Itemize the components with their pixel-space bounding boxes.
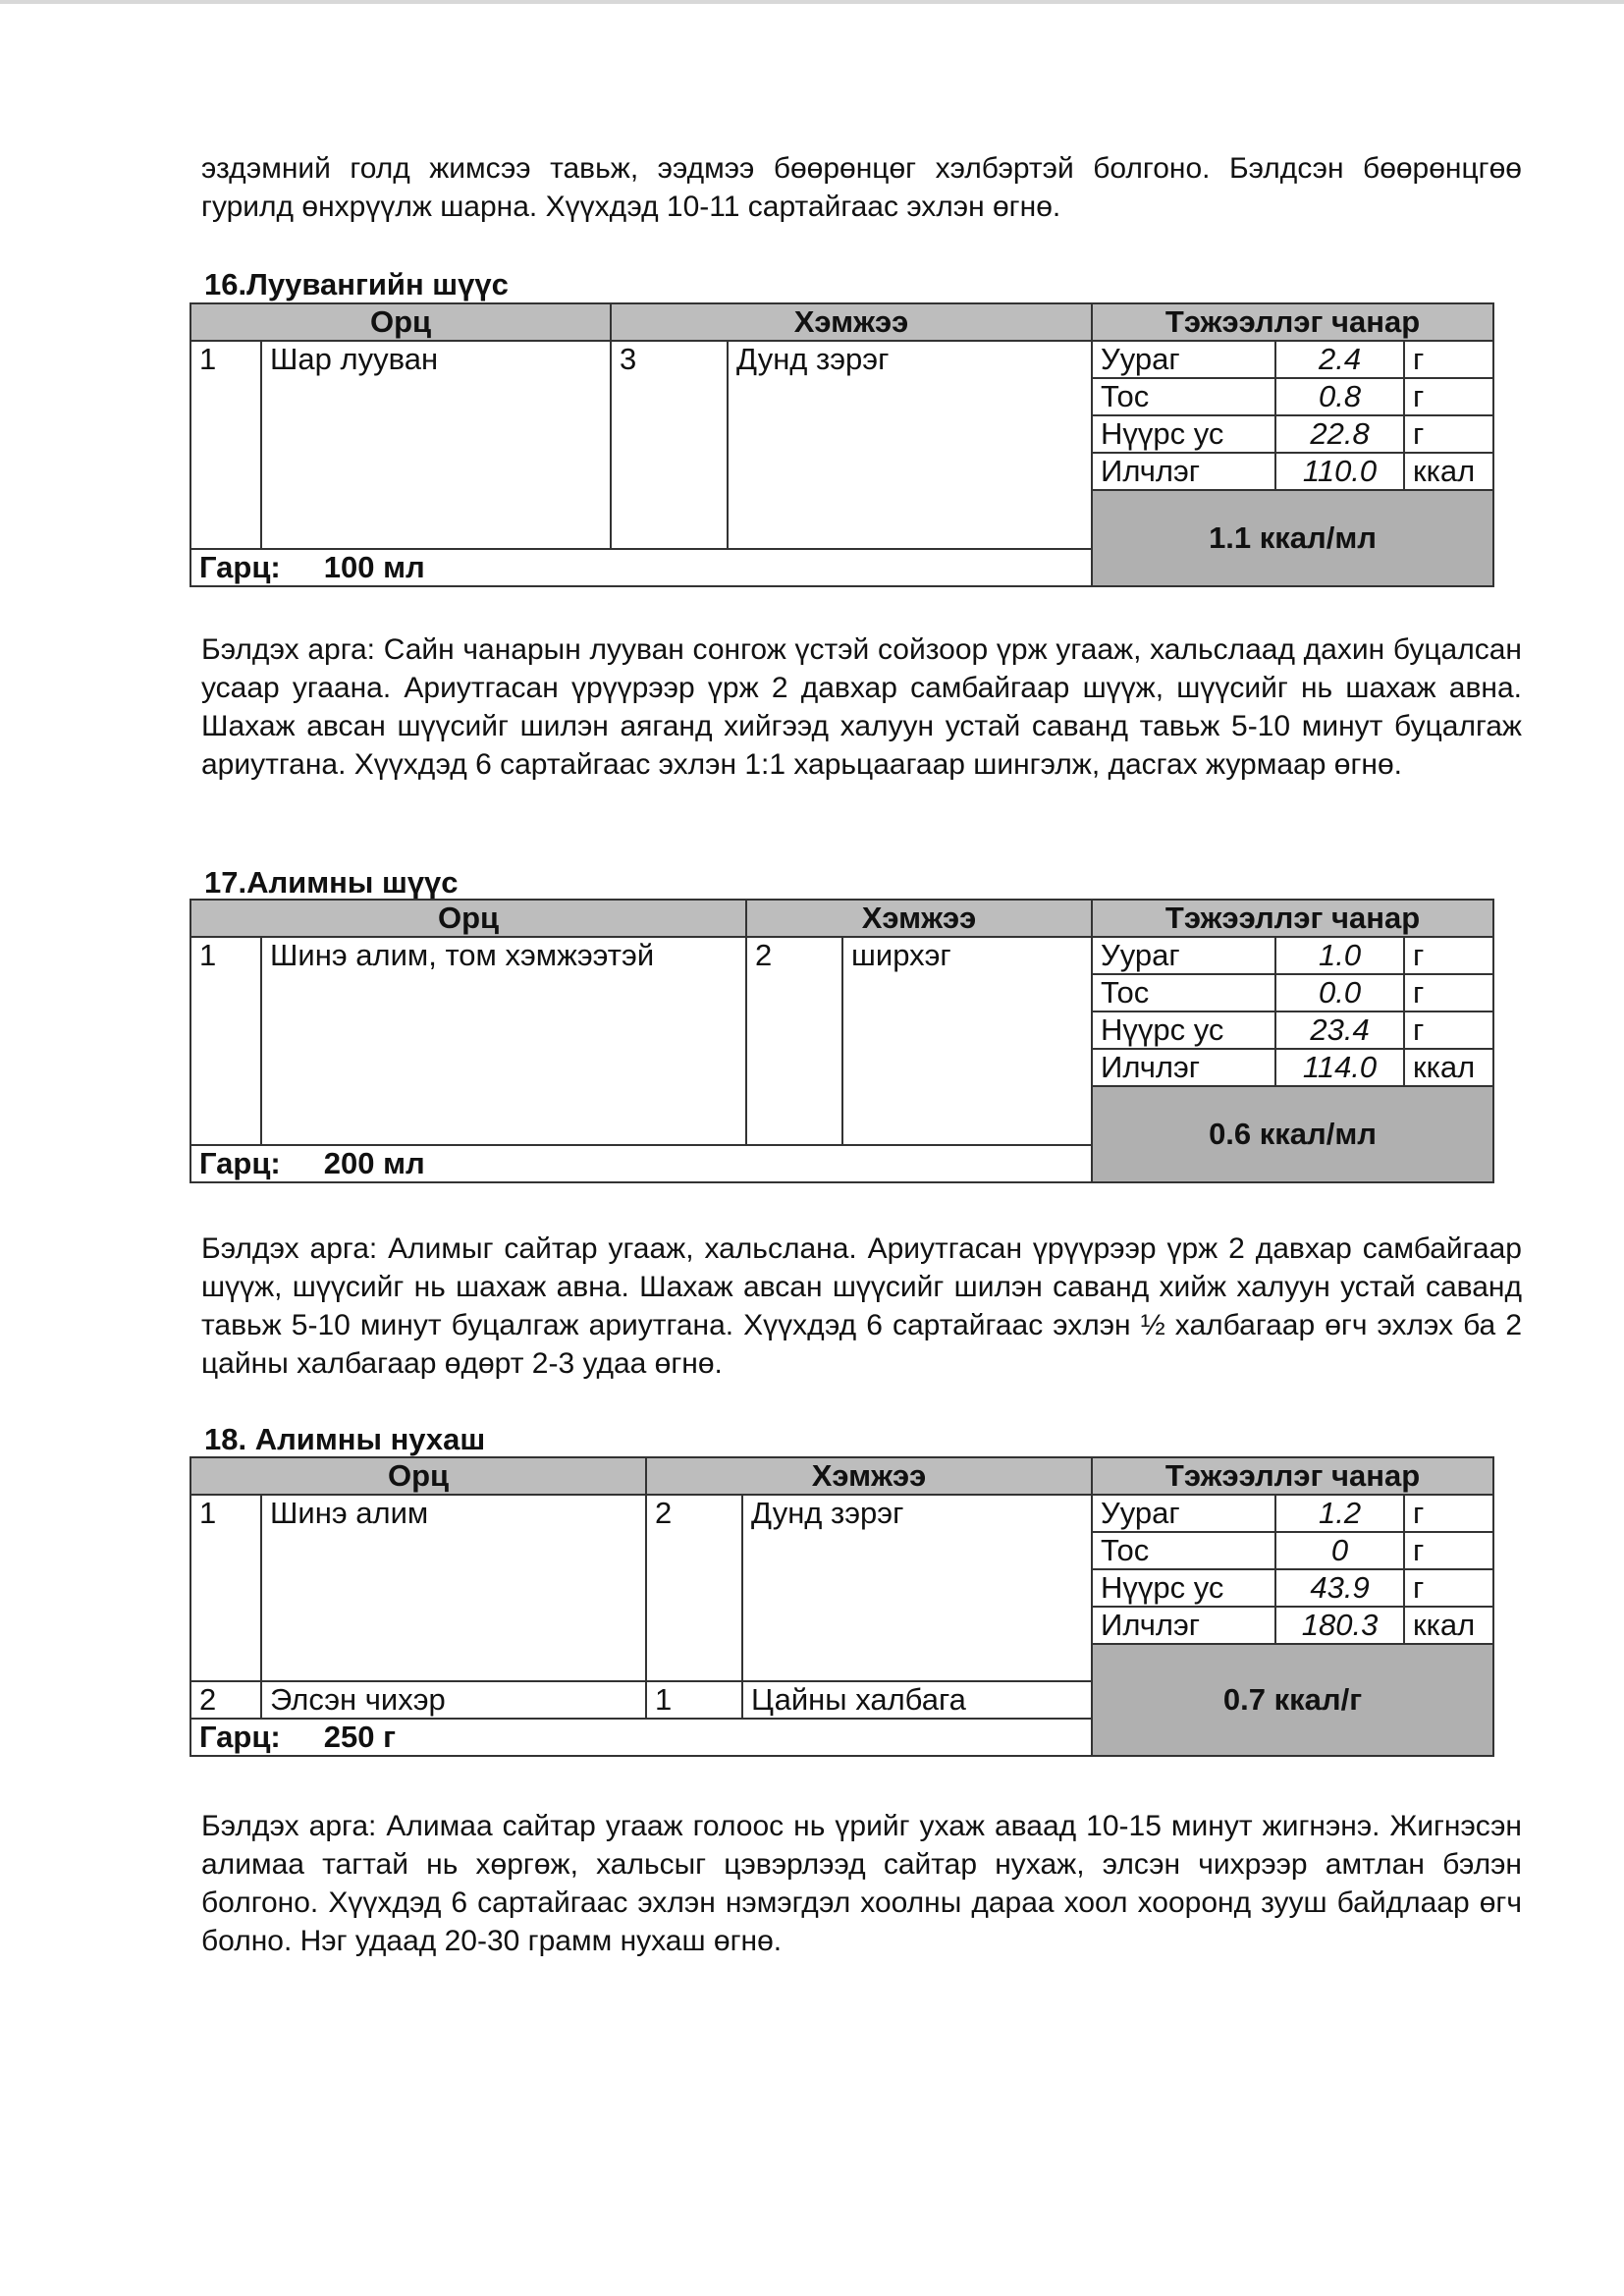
recipe-title: 18. Алимны нухаш [204,1422,486,1456]
nutrient-unit: г [1404,1495,1493,1532]
recipe-method: Бэлдэх арга: Сайн чанарын лууван сонгож үстэй сойзоор үрж угааж, хальслаад дахин буцалсан усаар угаана. Ариутгасан үрүүрээр үрж 2 давхар самбайгаар шүүж, шүүсийг нь шахаж авна. Шахаж авсан шүүсийг шилэн аяганд хийгээд халуун устай саванд тавьж 5-10 минут буцалгаж ариутгана. Хүүхдэд 6 сартайгаас эхлэн 1:1 харьцаагаар шингэлж, дасгах журмаар өгнө. [201,633,1522,781]
nutrient-name: Тос [1092,974,1275,1011]
nutrient-value: 43.9 [1275,1569,1404,1607]
header-nutrition: Тэжээллэг чанар [1092,303,1493,341]
yield-value: 250 г [323,1720,396,1754]
ingredient-unit: ширхэг [842,937,1092,1145]
yield-row [190,1145,1092,1182]
ingredient-quantity: 2 [646,1495,742,1681]
nutrient-unit: ккал [1404,453,1493,490]
recipe-table [189,1456,1494,1757]
nutrient-name: Илчлэг [1092,453,1275,490]
nutrient-name: Тос [1092,378,1275,415]
recipe-title: 16.Луувангийн шүүс [204,267,509,301]
nutrient-unit: г [1404,1532,1493,1569]
nutrient-unit: г [1404,415,1493,453]
nutrient-value: 1.2 [1275,1495,1404,1532]
ingredient-name: Элсэн чихэр [261,1681,646,1719]
ingredient-quantity: 2 [746,937,842,1145]
yield-label: Гарц: [199,1146,281,1180]
nutrient-unit: г [1404,937,1493,974]
nutrient-value: 180.3 [1275,1607,1404,1644]
nutrient-unit: ккал [1404,1049,1493,1086]
nutrient-unit: г [1404,1569,1493,1607]
nutrient-name: Нүүрс ус [1092,415,1275,453]
yield-row [190,549,1092,586]
nutrient-value: 23.4 [1275,1011,1404,1049]
nutrient-unit: г [1404,341,1493,378]
nutrient-value: 22.8 [1275,415,1404,453]
ingredient-name: Шинэ алим [261,1495,646,1681]
nutrient-value: 0 [1275,1532,1404,1569]
header-nutrition: Тэжээллэг чанар [1092,1457,1493,1495]
ingredient-number: 1 [190,1495,261,1681]
nutrient-name: Илчлэг [1092,1607,1275,1644]
ingredient-unit: Цайны халбага [742,1681,1092,1719]
header-amount: Хэмжээ [646,1457,1092,1495]
yield-row [190,1719,1092,1756]
recipe-method: Бэлдэх арга: Алимыг сайтар угааж, хальслана. Ариутгасан үрүүрээр үрж 2 давхар самбайгаар шүүж, шүүсийг нь шахаж авна. Шахаж авсан шүүсийг шилэн саванд хийж халуун устай саванд тавьж 5-10 минут буцалгаж ариутгана. Хүүхдэд 6 сартайгаас эхлэн ½ халбагаар өгч эхлэх ба 2 цайны халбагаар өдөрт 2-3 удаа өгнө. [201,1232,1522,1380]
ingredient-name: Шинэ алим, том хэмжээтэй [261,937,746,1145]
ingredient-quantity: 3 [611,341,728,549]
yield-label: Гарц: [199,550,281,584]
recipe-title: 17.Алимны шүүс [204,865,459,900]
nutrient-unit: г [1404,1011,1493,1049]
nutrient-value: 0.0 [1275,974,1404,1011]
nutrient-unit: г [1404,974,1493,1011]
ingredient-number: 1 [190,937,261,1145]
nutrient-name: Нүүрс ус [1092,1011,1275,1049]
nutrient-name: Нүүрс ус [1092,1569,1275,1607]
ingredient-number: 1 [190,341,261,549]
energy-density: 0.6 ккал/мл [1092,1086,1493,1182]
energy-density: 1.1 ккал/мл [1092,490,1493,586]
ingredient-quantity: 1 [646,1681,742,1719]
intro-paragraph: эздэмний голд жимсээ тавьж, ээдмээ бөөрөнцөг хэлбэртэй болгоно. Бэлдсэн бөөрөнцгөө гурилд өнхрүүлж шарна. Хүүхдэд 10-11 сартайгаас эхлэн өгнө. [201,152,1522,223]
yield-label: Гарц: [199,1720,281,1754]
scan-edge [0,0,1624,4]
ingredient-unit: Дунд зэрэг [728,341,1092,549]
recipe-table [189,899,1494,1183]
nutrient-name: Тос [1092,1532,1275,1569]
nutrient-name: Уураг [1092,1495,1275,1532]
nutrient-name: Уураг [1092,937,1275,974]
yield-value: 100 мл [323,550,425,584]
recipe-table [189,302,1494,587]
header-ingredients: Орц [190,900,746,937]
nutrient-value: 1.0 [1275,937,1404,974]
nutrient-unit: г [1404,378,1493,415]
ingredient-number: 2 [190,1681,261,1719]
header-amount: Хэмжээ [746,900,1092,937]
nutrient-value: 0.8 [1275,378,1404,415]
nutrient-value: 2.4 [1275,341,1404,378]
header-amount: Хэмжээ [611,303,1092,341]
nutrient-name: Илчлэг [1092,1049,1275,1086]
ingredient-name: Шар лууван [261,341,611,549]
energy-density: 0.7 ккал/г [1092,1644,1493,1756]
header-ingredients: Орц [190,303,611,341]
nutrient-value: 114.0 [1275,1049,1404,1086]
recipe-method: Бэлдэх арга: Алимаа сайтар угааж голоос нь үрийг ухаж аваад 10-15 минут жигнэнэ. Жигнэсэн алимаа тагтай нь хөргөж, хальсыг цэвэрлээд сайтар нухаж, элсэн чихрээр амтлан бэлэн болгоно. Хүүхдэд 6 сартайгаас эхлэн нэмэгдэл хоолны дараа хоол хооронд зууш байдлаар өгч болно. Нэг удаад 20-30 грамм нухаш өгнө. [201,1810,1522,1957]
header-ingredients: Орц [190,1457,646,1495]
yield-value: 200 мл [323,1146,425,1180]
nutrient-unit: ккал [1404,1607,1493,1644]
nutrient-name: Уураг [1092,341,1275,378]
ingredient-unit: Дунд зэрэг [742,1495,1092,1681]
header-nutrition: Тэжээллэг чанар [1092,900,1493,937]
nutrient-value: 110.0 [1275,453,1404,490]
